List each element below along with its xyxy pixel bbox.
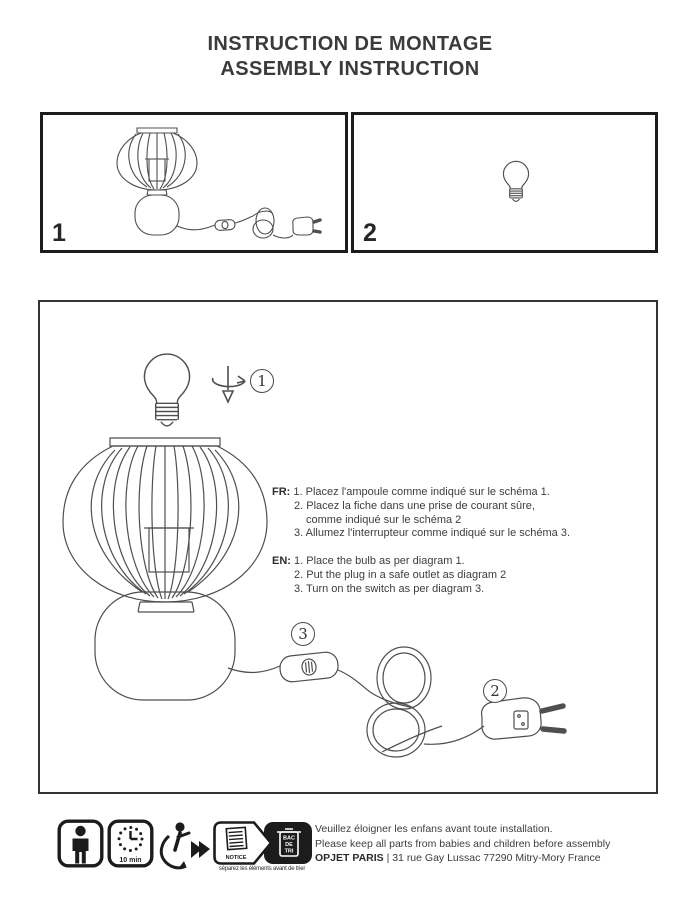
notice-sorting-badge xyxy=(212,820,314,866)
title-line-fr: INSTRUCTION DE MONTAGE xyxy=(207,33,493,55)
step-2-badge: 2 xyxy=(483,679,507,703)
instructions-fr xyxy=(272,486,570,541)
brand-name: OPJET PARIS xyxy=(315,852,384,864)
bin-label-2: DE xyxy=(285,842,293,848)
sorting-caption: séparez les éléments avant de trier xyxy=(218,866,306,872)
title-line-en: ASSEMBLY INSTRUCTION xyxy=(220,58,480,80)
adult-assembly-person-icon xyxy=(57,819,104,868)
page-title xyxy=(0,32,700,82)
instructions-en xyxy=(272,555,506,596)
footer-address-line xyxy=(315,851,610,866)
fr-label: FR: xyxy=(272,486,291,498)
bin-label-1: BAC xyxy=(283,835,295,842)
en-line-3: 3. Turn on the switch as per diagram 3. xyxy=(294,582,485,595)
parts-box-1 xyxy=(40,112,348,253)
fr-line-3: comme indiqué sur le schéma 2 xyxy=(306,513,462,526)
step-1-badge: 1 xyxy=(250,369,274,393)
bulb-icon xyxy=(500,160,532,205)
footer-warning-fr: Veuillez éloigner les enfans avant toute installation. xyxy=(315,823,553,835)
lamp-with-cord-diagram xyxy=(93,123,325,248)
brand-address: | 31 rue Gay Lussac 77290 Mitry-Mory France xyxy=(383,852,601,864)
parts-box-2 xyxy=(351,112,658,253)
lamp-cord-plug-diagram xyxy=(52,432,567,784)
en-label: EN: xyxy=(272,555,291,567)
rotation-arrow-icon xyxy=(208,364,254,406)
step-3-badge: 3 xyxy=(291,622,315,646)
clock-time-label: 10 min xyxy=(119,857,142,864)
part-1-number: 1 xyxy=(52,219,66,247)
triman-recycling-icon xyxy=(158,820,212,870)
notice-label: NOTICE xyxy=(225,855,247,861)
footer-warning-en: Please keep all parts from babies and children before assembly xyxy=(315,837,611,850)
en-line-1: EN: 1. Place the bulb as per diagram 1. xyxy=(272,555,465,567)
bin-label-3: TRI xyxy=(284,848,294,855)
en-line-2: 2. Put the plug in a safe outlet as diagram 2 xyxy=(294,568,507,581)
fr-line-4: 3. Allumez l'interrupteur comme indiqué sur le schéma 3. xyxy=(294,527,571,540)
bulb-icon xyxy=(138,352,196,432)
notice-booklet-icon xyxy=(226,827,246,849)
assembly-diagram-box xyxy=(38,300,658,794)
clock-10min-icon xyxy=(107,819,154,868)
fr-line-1: FR: 1. Placez l'ampoule comme indiqué sur le schéma 1. xyxy=(272,486,550,498)
part-2-number: 2 xyxy=(363,219,377,247)
fr-line-2: 2. Placez la fiche dans une prise de courant sûre, xyxy=(294,499,535,512)
footer-text xyxy=(315,822,610,866)
